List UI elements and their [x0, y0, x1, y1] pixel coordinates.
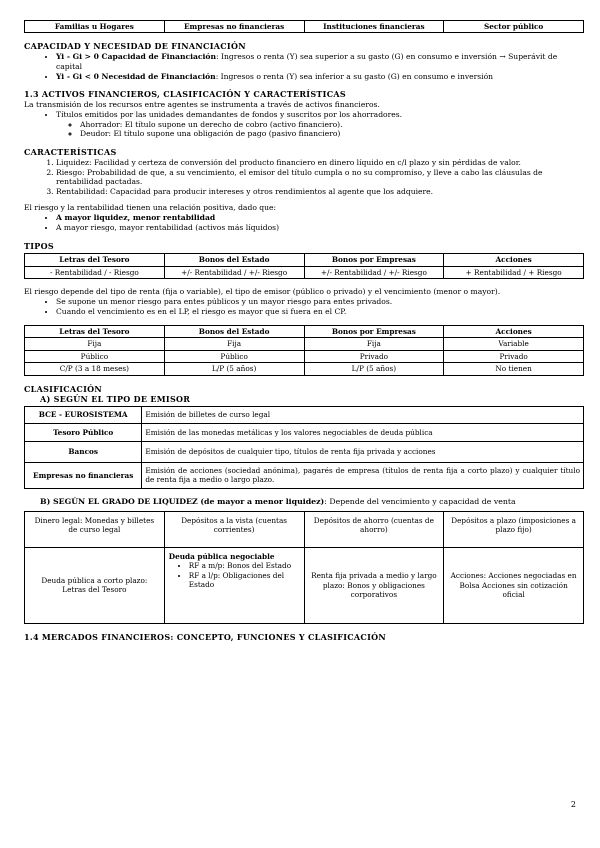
list-item: 2. Riesgo: Probabilidad de que, a su vencimiento, el emisor del título cumpla o no su compromiso, y lleve a cabo las cláusulas de rentabilidad pactadas. — [56, 168, 584, 188]
list-item: • Cuando el vencimiento es en el LP, el riesgo es mayor que si fuera en el CP. — [56, 307, 584, 317]
sector-cell: Instituciones financieras — [304, 21, 444, 33]
table-cell: C/P (3 a 18 meses) — [25, 363, 165, 375]
tipos-heading: TIPOS — [24, 240, 54, 251]
mercados-heading: 1.4 MERCADOS FINANCIEROS: CONCEPTO, FUNCIONES Y CLASIFICACIÓN — [24, 631, 387, 642]
table-cell: L/P (5 años) — [164, 363, 304, 375]
liquidez-subheading: B) SEGÚN EL GRADO DE LIQUIDEZ (de mayor a menor liquidez): Depende del vencimiento y capacidad de venta — [40, 496, 516, 506]
table-row — [25, 407, 584, 423]
table-cell: Fija — [25, 338, 165, 350]
page — [24, 0, 584, 642]
table-header: Acciones — [444, 325, 584, 337]
table-row — [25, 350, 584, 362]
list-item: • Se supone un menor riesgo para entes públicos y un mayor riesgo para entes privados. — [56, 297, 584, 307]
table-cell: + Rentabilidad / + Riesgo — [444, 266, 584, 278]
table-cell: Emisión de depósitos de cualquier tipo, títulos de renta fija privada y acciones — [142, 442, 584, 462]
riesgo-list — [24, 297, 584, 317]
table-cell: Privado — [444, 350, 584, 362]
table-header: Letras del Tesoro — [25, 325, 165, 337]
table-header: Acciones — [444, 254, 584, 266]
table-cell: Deuda pública a corto plazo: Letras del Tesoro — [25, 547, 165, 623]
table-cell: Renta fija privada a medio y largo plazo: Bonos y obligaciones corporativos — [304, 547, 444, 623]
table-cell: Dinero legal: Monedas y billetes de curso legal — [25, 511, 165, 547]
list-item: ◦ Ahorrador: El título supone un derecho de cobro (activo financiero). — [80, 120, 584, 130]
table-cell: BCE - EUROSISTEMA — [25, 407, 142, 423]
sector-cell: Sector público — [444, 21, 584, 33]
table-cell: Variable — [444, 338, 584, 350]
table-row — [25, 363, 584, 375]
table-cell: Bancos — [25, 442, 142, 462]
table-cell — [164, 547, 304, 623]
relacion-list — [24, 213, 584, 233]
emisor-table — [24, 406, 584, 488]
deuda-list — [169, 561, 300, 589]
deuda-negociable-title: Deuda pública negociable — [168, 551, 275, 561]
capacidad-list — [24, 52, 584, 82]
table-cell: - Rentabilidad / - Riesgo — [25, 266, 165, 278]
activos-sublist — [24, 120, 584, 140]
table-cell: +/- Rentabilidad / +/- Riesgo — [304, 266, 444, 278]
table-row — [25, 423, 584, 441]
table-cell: L/P (5 años) — [304, 363, 444, 375]
capacidad-heading: CAPACIDAD Y NECESIDAD DE FINANCIACIÓN — [24, 41, 246, 52]
caracteristicas-list — [24, 158, 584, 197]
clasificacion-heading: CLASIFICACIÓN — [24, 383, 103, 394]
table-cell: Emisión de las monedas metálicas y los valores negociables de deuda pública — [142, 423, 584, 441]
table-cell: Público — [25, 350, 165, 362]
activos-intro: La transmisión de los recursos entre agentes se instrumenta a través de activos financieros. — [24, 99, 380, 109]
table-cell: Privado — [304, 350, 444, 362]
table-row — [25, 442, 584, 462]
table-cell: No tienen — [444, 363, 584, 375]
table-cell: Empresas no financieras — [25, 462, 142, 488]
list-item: 3. Rentabilidad: Capacidad para producir intereses y otros rendimientos al agente que los adquiere. — [56, 187, 584, 197]
riesgo-text: El riesgo depende del tipo de renta (fija o variable), el tipo de emisor (público o privado) y el vencimiento (menor o mayor). — [24, 287, 501, 297]
list-item: • A mayor liquidez, menor rentabilidad — [56, 213, 584, 223]
table-cell: Acciones: Acciones negociadas en Bolsa Acciones sin cotización oficial — [444, 547, 584, 623]
table-cell: Fija — [304, 338, 444, 350]
list-item: 1. Liquidez: Facilidad y certeza de conversión del producto financiero en dinero líquido en c/l plazo y sin pérdidas de valor. — [56, 158, 584, 168]
list-item: • Yi - Gi > 0 Capacidad de Financiación: Ingresos o renta (Y) sea superior a su gasto (G) en consumo e inversión → Superávit de capital — [56, 52, 584, 72]
list-item: ◦ Deudor: El título supone una obligación de pago (pasivo financiero) — [80, 129, 584, 139]
sectors-table — [24, 20, 584, 33]
liquidez-table — [24, 511, 584, 624]
table-header: Bonos por Empresas — [304, 254, 444, 266]
sector-cell: Empresas no financieras — [164, 21, 304, 33]
table-header: Letras del Tesoro — [25, 254, 165, 266]
table-header: Bonos por Empresas — [304, 325, 444, 337]
table-cell: Público — [164, 350, 304, 362]
tipos-detail-table — [24, 325, 584, 376]
table-cell: Tesoro Público — [25, 423, 142, 441]
table-row — [25, 462, 584, 488]
page-number: 2 — [570, 800, 576, 809]
list-item: • A mayor riesgo, mayor rentabilidad (activos más líquidos) — [56, 223, 584, 233]
tipos-table — [24, 253, 584, 279]
list-item: • Títulos emitidos por las unidades demandantes de fondos y suscritos por los ahorradores. — [56, 110, 584, 120]
list-item: • RF a l/p: Obligaciones del Estado — [189, 571, 300, 590]
caracteristicas-heading: CARACTERÍSTICAS — [24, 147, 117, 158]
list-item: • Yi - Gi < 0 Necesidad de Financiación: Ingresos o renta (Y) sea inferior a su gasto (G) en consumo e inversión — [56, 72, 584, 82]
activos-heading: 1.3 ACTIVOS FINANCIEROS, CLASIFICACIÓN Y CARACTERÍSTICAS — [24, 89, 346, 100]
table-row — [25, 338, 584, 350]
relacion-text: El riesgo y la rentabilidad tienen una relación positiva, dado que: — [24, 203, 277, 213]
table-cell: Emisión de acciones (sociedad anónima), pagarés de empresa (títulos de renta fija a corto plazo) y cualquier título de renta fija a medio o largo plazo. — [142, 462, 584, 488]
table-cell: Depósitos a la vista (cuentas corrientes) — [164, 511, 304, 547]
table-header: Bonos del Estado — [164, 325, 304, 337]
sector-cell: Familias u Hogares — [25, 21, 165, 33]
table-cell: Emisión de billetes de curso legal — [142, 407, 584, 423]
table-row — [25, 547, 584, 623]
table-cell: Depósitos a plazo (imposiciones a plazo fijo) — [444, 511, 584, 547]
table-cell: Depósitos de ahorro (cuentas de ahorro) — [304, 511, 444, 547]
table-cell: Fija — [164, 338, 304, 350]
table-cell: +/- Rentabilidad / +/- Riesgo — [164, 266, 304, 278]
activos-list — [24, 110, 584, 120]
table-header: Bonos del Estado — [164, 254, 304, 266]
emisor-subheading: A) SEGÚN EL TIPO DE EMISOR — [40, 393, 191, 404]
table-row — [25, 511, 584, 547]
list-item: • RF a m/p: Bonos del Estado — [189, 561, 300, 570]
